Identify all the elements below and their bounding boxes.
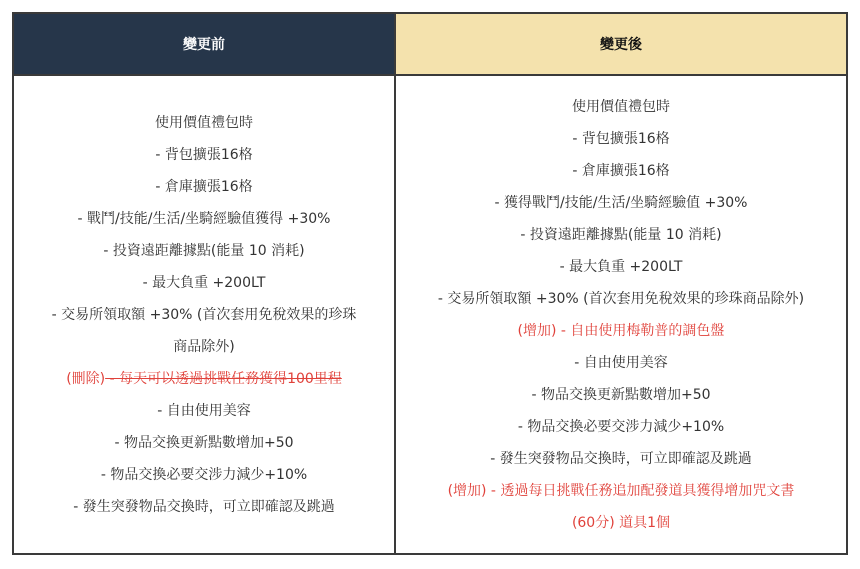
before-line <box>66 363 342 395</box>
before-line: 商品除外) <box>173 338 235 355</box>
before-line: - 發生突發物品交換時，可立即確認及跳過 <box>73 498 335 515</box>
before-line: - 自由使用美容 <box>157 402 251 419</box>
before-line: - 物品交換更新點數增加+50 <box>114 434 294 451</box>
column-before <box>14 14 396 553</box>
after-line: (增加) - 透過每日挑戰任務追加配發道具獲得增加咒文書 <box>447 482 795 499</box>
after-line: (增加) - 自由使用梅勒普的調色盤 <box>517 322 725 339</box>
before-line: - 交易所領取額 +30% (首次套用免稅效果的珍珠 <box>51 306 357 323</box>
after-line: - 背包擴張16格 <box>572 130 670 147</box>
header-after: 變更後 <box>396 14 846 76</box>
after-content <box>396 76 846 553</box>
before-content <box>14 76 394 553</box>
after-line: - 發生突發物品交換時，可立即確認及跳過 <box>490 450 752 467</box>
after-line: - 投資遠距離據點(能量 10 消耗) <box>520 226 722 243</box>
after-line: - 交易所領取額 +30% (首次套用免稅效果的珍珠商品除外) <box>437 290 805 307</box>
before-line: - 背包擴張16格 <box>155 146 253 163</box>
after-line: - 物品交換更新點數增加+50 <box>531 386 711 403</box>
before-line: - 倉庫擴張16格 <box>155 178 253 195</box>
before-line: - 物品交換必要交涉力減少+10% <box>100 466 308 483</box>
before-line: - 最大負重 +200LT <box>142 274 266 291</box>
before-line: - 投資遠距離據點(能量 10 消耗) <box>103 242 305 259</box>
after-line: - 獲得戰鬥/技能/生活/坐騎經驗值 +30% <box>494 194 748 211</box>
after-line: - 倉庫擴張16格 <box>572 162 670 179</box>
comparison-table <box>12 12 848 555</box>
before-line: - 戰鬥/技能/生活/坐騎經驗值獲得 +30% <box>77 210 331 227</box>
after-line: - 物品交換必要交涉力減少+10% <box>517 418 725 435</box>
change-tag: (刪除) <box>66 370 106 387</box>
after-line: - 自由使用美容 <box>574 354 668 371</box>
header-before: 變更前 <box>14 14 394 76</box>
after-line: (60分) 道具1個 <box>571 514 671 531</box>
after-line: 使用價值禮包時 <box>572 98 670 115</box>
before-line: 使用價值禮包時 <box>155 114 253 131</box>
after-line: - 最大負重 +200LT <box>559 258 683 275</box>
column-after <box>396 14 846 553</box>
removed-text: - 每天可以透過挑戰任務獲得100里程 <box>105 370 342 387</box>
